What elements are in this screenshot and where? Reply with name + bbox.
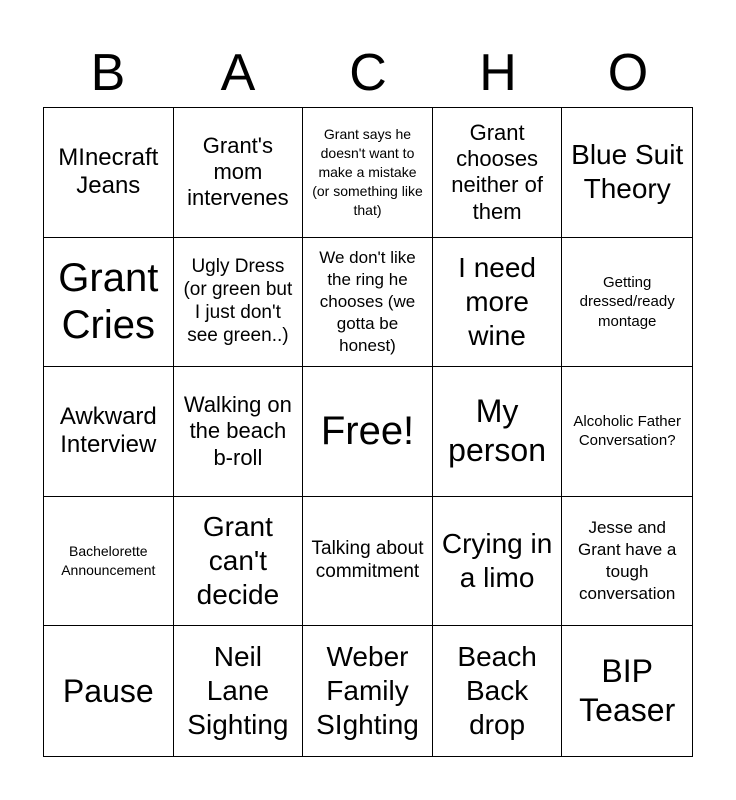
bingo-cell[interactable]	[44, 108, 174, 238]
bingo-cell[interactable]	[174, 238, 304, 368]
bingo-cell[interactable]	[562, 367, 692, 497]
cell-text: Crying in a limo	[441, 527, 553, 594]
bingo-cell[interactable]	[562, 108, 692, 238]
cell-text: We don't like the ring he chooses (we gotta be honest)	[319, 247, 416, 356]
bingo-board	[43, 107, 693, 757]
bingo-cell[interactable]	[303, 497, 433, 627]
cell-text: Bachelorette Announcement	[61, 543, 156, 579]
cell-text: Ugly Dress (or green but I just don't see green..)	[183, 256, 293, 346]
header-letter-h: H	[479, 44, 517, 102]
cell-text: Grant says he doesn't want to make a mistake (or something like that)	[312, 126, 423, 218]
cell-text: Talking about commitment	[311, 538, 424, 583]
bingo-cell[interactable]	[44, 626, 174, 756]
bingo-cell[interactable]	[562, 238, 692, 368]
bingo-cell[interactable]	[44, 238, 174, 368]
cell-text: Grant can't decide	[196, 510, 280, 611]
bingo-cell[interactable]	[433, 626, 563, 756]
cell-text: Neil Lane Sighting	[187, 640, 289, 741]
cell-text: Grant chooses neither of them	[451, 119, 543, 224]
cell-text: MInecraft Jeans	[58, 143, 159, 200]
bingo-cell[interactable]	[174, 367, 304, 497]
bingo-cell[interactable]	[174, 108, 304, 238]
bingo-cell[interactable]	[303, 626, 433, 756]
bingo-cell[interactable]	[433, 497, 563, 627]
header-letter-o: O	[607, 44, 649, 102]
bingo-cell[interactable]	[433, 108, 563, 238]
cell-text: Grant's mom intervenes	[187, 132, 289, 211]
bingo-cell[interactable]	[433, 238, 563, 368]
header-letter-a: A	[220, 44, 256, 102]
bingo-cell[interactable]	[562, 626, 692, 756]
bingo-cell[interactable]	[303, 238, 433, 368]
cell-text: Beach Back drop	[457, 640, 537, 741]
cell-text: Alcoholic Father Conversation?	[573, 412, 681, 450]
bingo-header	[43, 40, 693, 106]
cell-text: Awkward Interview	[59, 402, 157, 459]
header-letter-c: C	[349, 44, 387, 102]
free-space-cell[interactable]	[303, 367, 433, 497]
cell-text: Walking on the beach b-roll	[183, 391, 292, 470]
cell-text: Weber Family SIghting	[316, 640, 419, 741]
bingo-cell[interactable]	[174, 626, 304, 756]
cell-text: I need more wine	[458, 251, 537, 351]
bingo-cell[interactable]	[44, 497, 174, 627]
cell-text: Getting dressed/ready montage	[579, 273, 675, 330]
cell-text: BIP Teaser	[579, 653, 676, 729]
cell-text: Blue Suit Theory	[571, 139, 684, 205]
cell-text: Free!	[320, 408, 415, 453]
cell-text: My person	[448, 393, 547, 469]
bingo-cell[interactable]	[174, 497, 304, 627]
bingo-cell[interactable]	[44, 367, 174, 497]
cell-text: Jesse and Grant have a tough conversation	[578, 517, 677, 604]
header-letter-b: B	[90, 44, 126, 102]
bingo-cell[interactable]	[433, 367, 563, 497]
cell-text: Pause	[62, 672, 154, 709]
bingo-cell[interactable]	[303, 108, 433, 238]
bingo-cell[interactable]	[562, 497, 692, 627]
cell-text: Grant Cries	[58, 255, 159, 347]
